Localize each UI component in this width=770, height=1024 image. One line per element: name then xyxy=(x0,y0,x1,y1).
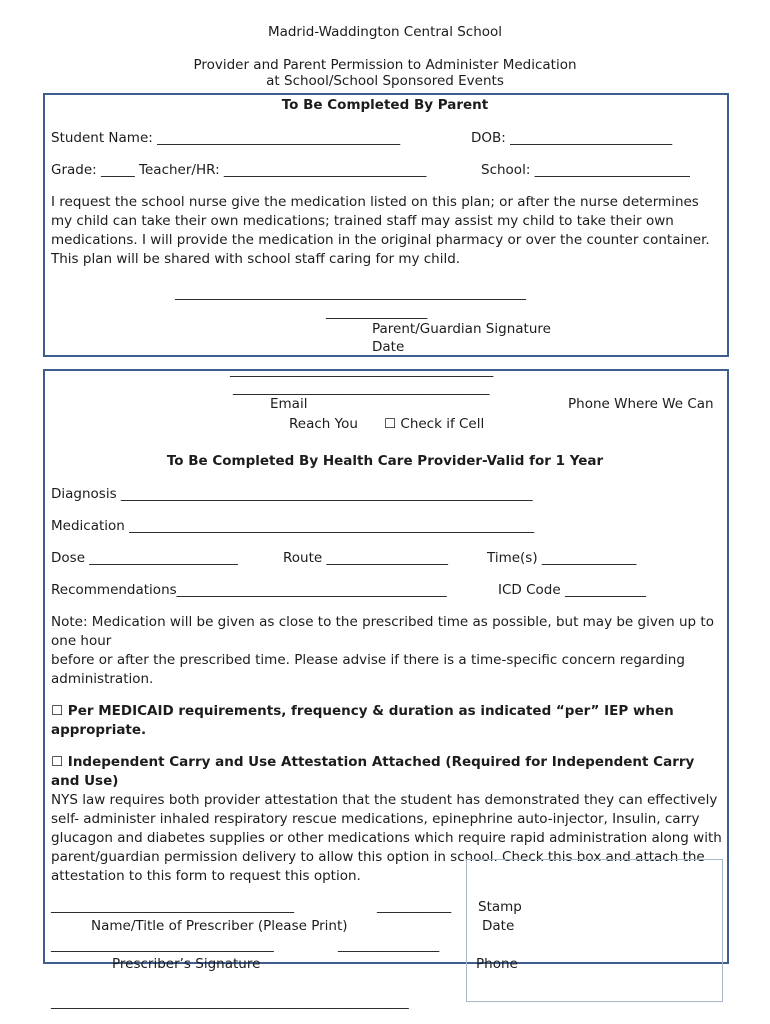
phone-label: Phone Where We Can xyxy=(568,396,714,412)
provider-section-heading: To Be Completed By Health Care Provider-Valid for 1 Year xyxy=(166,453,604,469)
email-label: Email xyxy=(270,396,308,412)
icd-code-field[interactable]: ICD Code ____________ xyxy=(498,582,646,598)
bottom-line[interactable]: _____________________________________________________ xyxy=(51,994,409,1010)
form-title-line2: at School/School Sponsored Events xyxy=(266,73,504,89)
prescriber-phone-line[interactable]: _______________ xyxy=(338,937,440,953)
parent-consent-paragraph: I request the school nurse give the medication listed on this plan; or after the nurse determines my child can take their own medications; trained staff may assist my child to take their own medications. I will provide the medication in the original pharmacy or over the counter container. This plan will be shared with school staff caring for my child. xyxy=(51,194,710,267)
prescriber-name-label: Name/Title of Prescriber (Please Print) xyxy=(91,918,348,934)
nys-law-paragraph: NYS law requires both provider attestation that the student has demonstrated they can effectively self- administer inhaled respiratory rescue medications, epinephrine auto-injector, Insulin, carry glucagon and diabetes supplies or other medications which require rapid administration along with parent/guardian permission delivery to allow this option in school. Check this box and attach the attestation to this form to request this option. xyxy=(51,792,722,884)
form-title-line1: Provider and Parent Permission to Administer Medication xyxy=(193,57,577,73)
grade-teacher-field[interactable]: Grade: _____ Teacher/HR: ______________________________ xyxy=(51,162,427,178)
prescriber-name-line[interactable]: ____________________________________ xyxy=(51,898,294,914)
parent-date-label: Date xyxy=(372,339,405,355)
recommendations-field[interactable]: Recommendations________________________________________ xyxy=(51,582,447,598)
diagnosis-field[interactable]: Diagnosis _____________________________________________________________ xyxy=(51,486,533,502)
parent-date-line[interactable]: _______________ xyxy=(326,304,428,320)
parent-section-heading: To Be Completed By Parent xyxy=(281,97,489,113)
note-line1: Note: Medication will be given as close to the prescribed time as possible, but may be given up to one hour xyxy=(51,614,714,649)
route-field[interactable]: Route __________________ xyxy=(283,550,448,566)
school-name: Madrid-Waddington Central School xyxy=(267,24,503,40)
parent-signature-label: Parent/Guardian Signature xyxy=(372,321,551,337)
times-field[interactable]: Time(s) ______________ xyxy=(487,550,637,566)
stamp-label: Stamp xyxy=(478,899,522,915)
prescriber-signature-line[interactable]: _________________________________ xyxy=(51,937,274,953)
parent-signature-line[interactable]: ____________________________________________________ xyxy=(175,285,526,301)
dob-field[interactable]: DOB: ________________________ xyxy=(471,130,673,146)
student-name-field[interactable]: Student Name: ____________________________________ xyxy=(51,130,401,146)
note-line2: before or after the prescribed time. Please advise if there is a time-specific concern regarding administration. xyxy=(51,652,685,687)
independent-carry-checkbox[interactable]: ☐ Independent Carry and Use Attestation Attached (Required for Independent Carry and Use) xyxy=(51,754,695,789)
dose-field[interactable]: Dose ______________________ xyxy=(51,550,238,566)
phone-line[interactable]: ______________________________________ xyxy=(233,380,490,396)
prescriber-date-line[interactable]: ___________ xyxy=(377,898,452,914)
cell-checkbox[interactable]: ☐ Check if Cell xyxy=(384,416,485,432)
email-line[interactable]: _______________________________________ xyxy=(230,362,494,378)
prescriber-signature-label: Prescriber’s Signature xyxy=(112,956,261,972)
reach-you-label: Reach You xyxy=(289,416,358,432)
school-field[interactable]: School: _______________________ xyxy=(481,162,690,178)
phone-label: Phone xyxy=(476,956,518,972)
medication-field[interactable]: Medication ____________________________________________________________ xyxy=(51,518,535,534)
medicaid-checkbox[interactable]: ☐ Per MEDICAID requirements, frequency & duration as indicated “per” IEP when appropriate. xyxy=(51,703,674,738)
date-label: Date xyxy=(482,918,515,934)
